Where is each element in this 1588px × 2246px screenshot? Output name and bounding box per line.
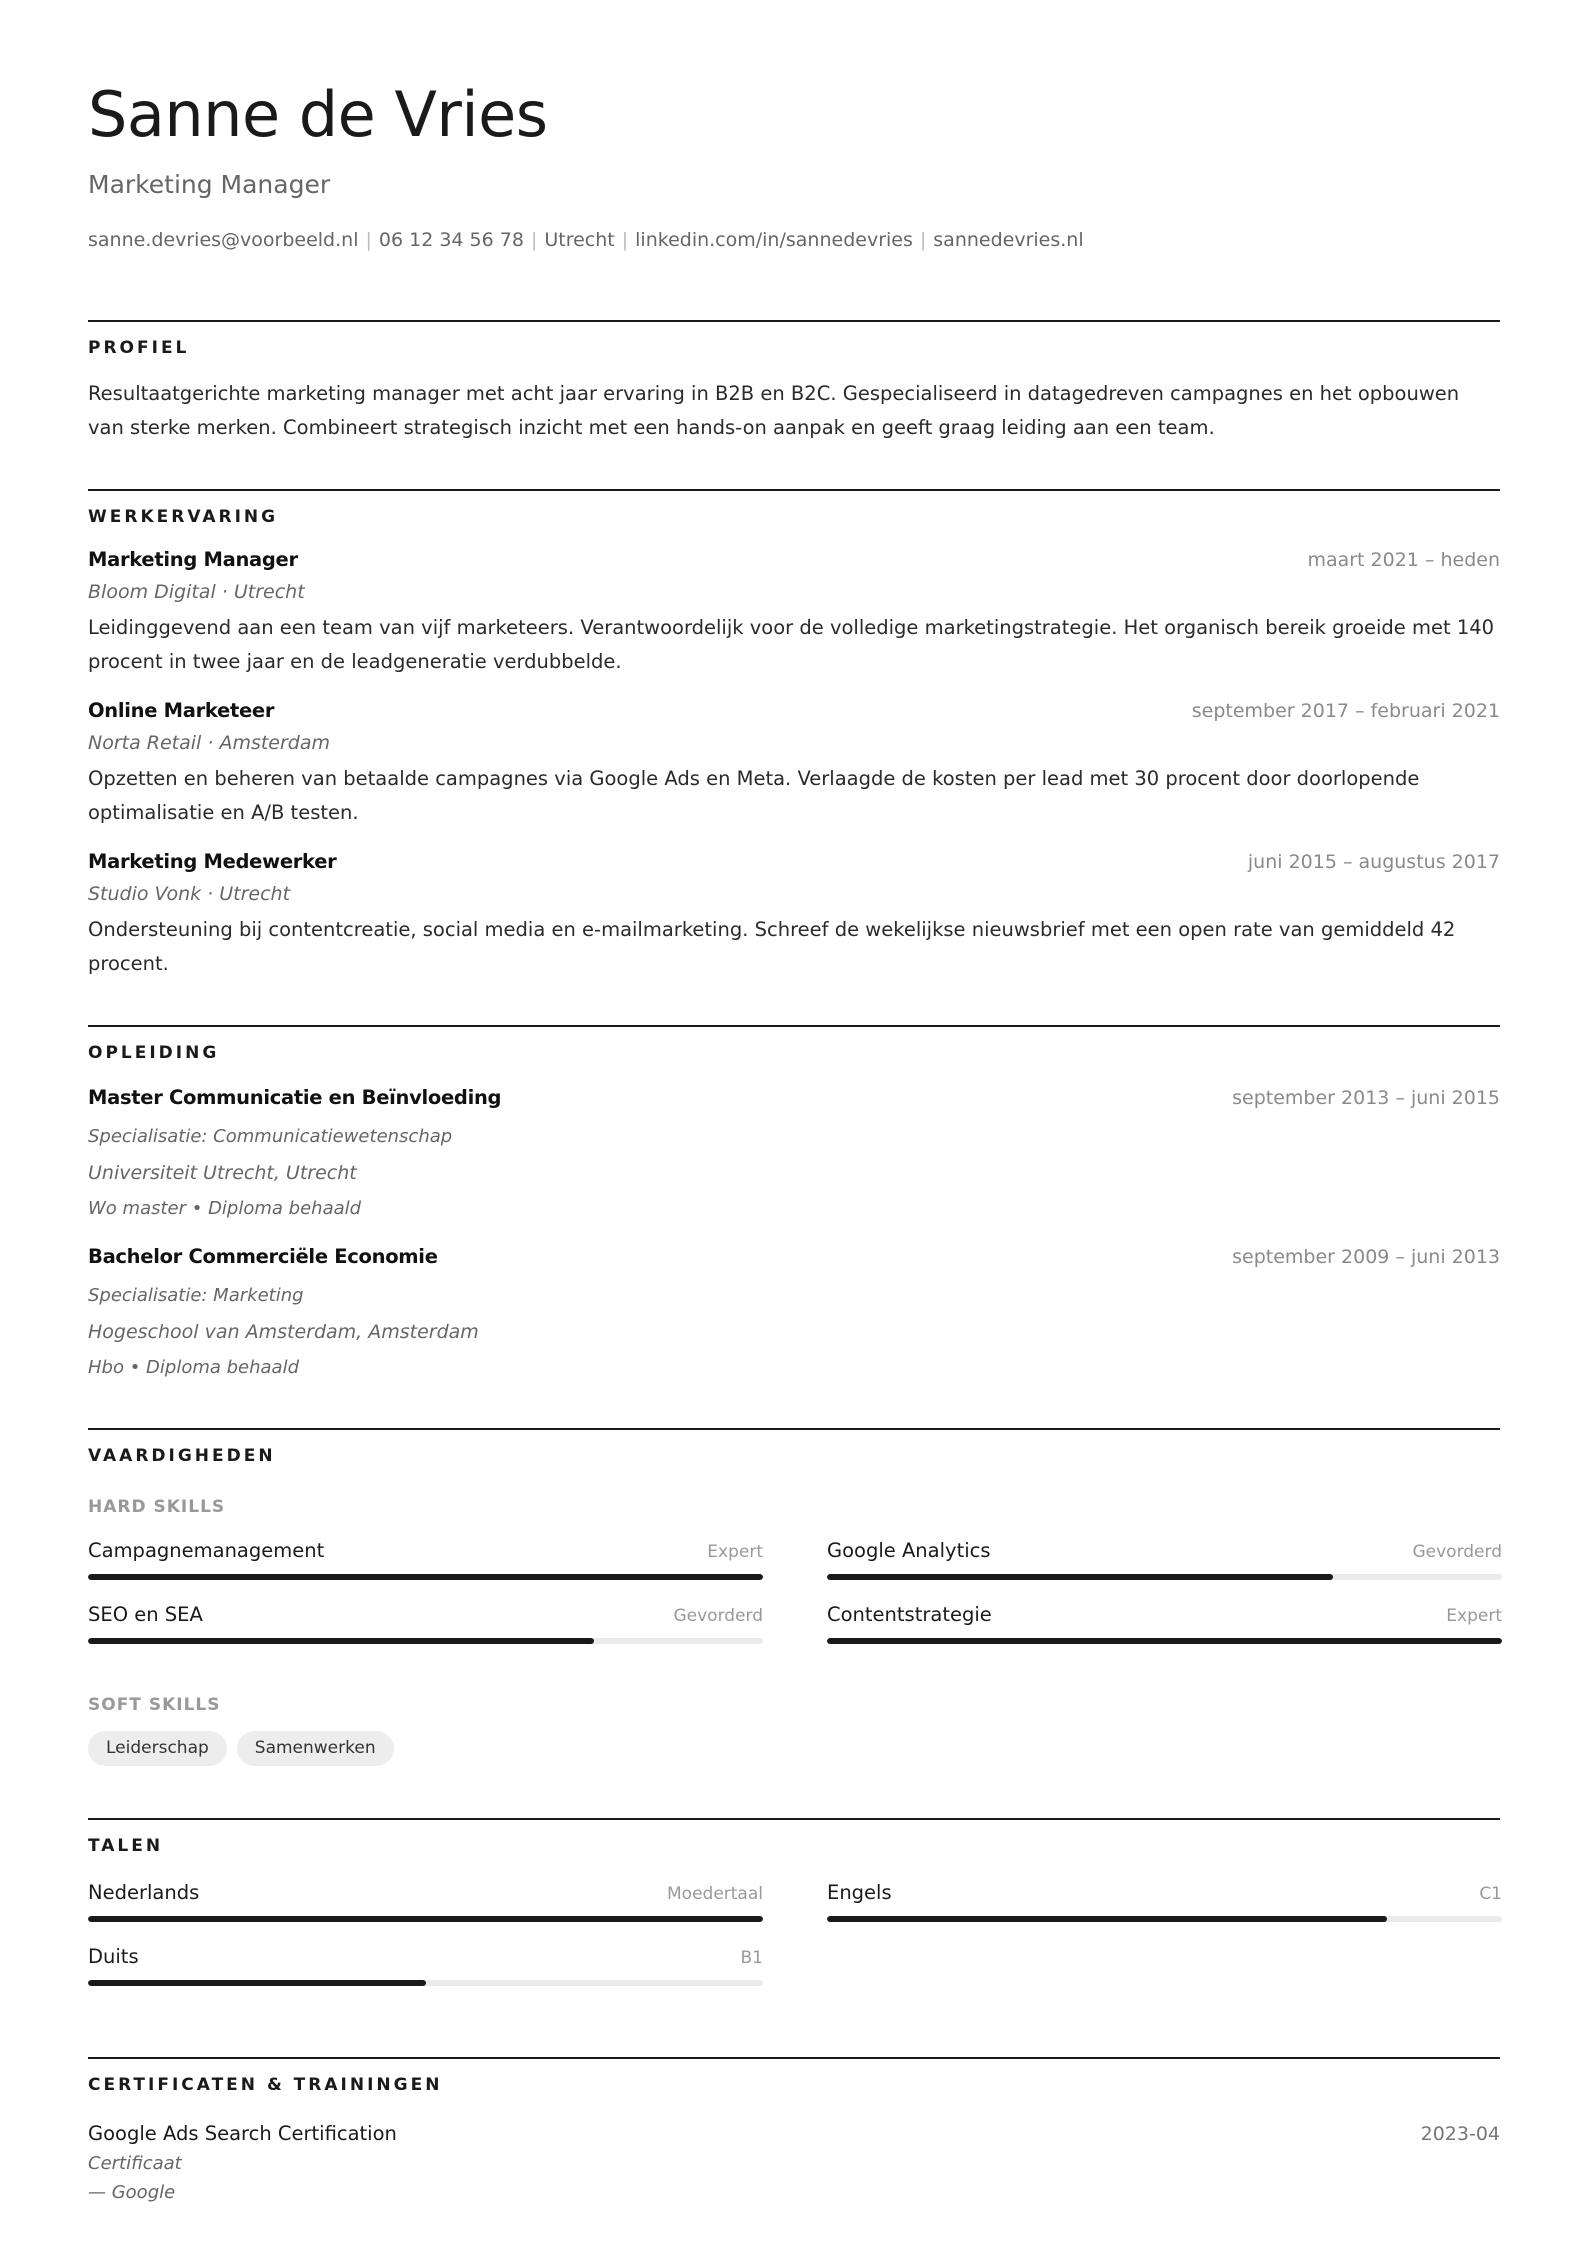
skill-bar-fill (827, 1638, 1502, 1644)
certificate-date: 2023-04 (1420, 2122, 1500, 2145)
skill-name: Contentstrategie (827, 1602, 992, 1626)
language-level: C1 (1479, 1883, 1502, 1904)
candidate-role: Marketing Manager (88, 170, 331, 199)
job-description: Leidinggevend aan een team van vijf marketeers. Verantwoordelijk voor de volledige marketingstrategie. Het organisch bereik groeide met 140 procent in twee jaar en de leadgeneratie verdubbelde. (88, 615, 1495, 673)
section-title: PROFIEL (88, 337, 190, 358)
language-bar (88, 1916, 763, 1922)
job-org: Studio Vonk · Utrecht (88, 882, 291, 905)
skill-bar (88, 1638, 763, 1644)
skill-bar-fill (88, 1638, 594, 1644)
certificates-section (88, 2057, 1500, 2203)
language-name: Nederlands (88, 1880, 200, 1904)
languages-section (88, 1818, 1500, 2009)
certificate-issuer: — Google (88, 2181, 176, 2203)
experience-item (88, 850, 1500, 981)
language-bar (827, 1916, 1502, 1922)
contact-separator: | (919, 229, 927, 251)
job-date: maart 2021 – heden (1307, 548, 1500, 571)
education-item (88, 1086, 1500, 1227)
experience-item (88, 699, 1500, 830)
skill-bar (827, 1574, 1502, 1580)
language-item (827, 1881, 1502, 1945)
certificate-title: Google Ads Search Certification (88, 2121, 397, 2145)
degree-school: Hogeschool van Amsterdam, Amsterdam (88, 1320, 479, 1343)
hard-skills-grid (88, 1539, 1500, 1667)
language-bar-fill (88, 1980, 426, 1986)
section-title: VAARDIGHEDEN (88, 1445, 276, 1466)
job-org: Bloom Digital · Utrecht (88, 580, 305, 603)
language-bar-fill (88, 1916, 763, 1922)
language-bar-fill (827, 1916, 1387, 1922)
soft-skills-heading: SOFT SKILLS (88, 1694, 221, 1715)
language-item (88, 1881, 763, 1945)
degree-title: Master Communicatie en Beïnvloeding (88, 1085, 502, 1109)
skill-item (88, 1603, 763, 1667)
degree-level: Wo master • Diploma behaald (88, 1197, 362, 1219)
experience-item (88, 548, 1500, 679)
job-title: Online Marketeer (88, 698, 275, 722)
job-org: Norta Retail · Amsterdam (88, 731, 331, 754)
job-date: juni 2015 – augustus 2017 (1247, 850, 1500, 873)
skill-name: Google Analytics (827, 1538, 991, 1562)
job-description: Opzetten en beheren van betaalde campagnes via Google Ads en Meta. Verlaagde de kosten per lead met 30 procent door doorlopende optimalisatie en A/B testen. (88, 766, 1420, 824)
job-description: Ondersteuning bij contentcreatie, social media en e-mailmarketing. Schreef de wekelijkse nieuwsbrief met een open rate van gemiddeld 42 procent. (88, 917, 1456, 975)
certificate-type: Certificaat (88, 2152, 182, 2174)
language-name: Engels (827, 1880, 892, 1904)
skill-name: SEO en SEA (88, 1602, 203, 1626)
degree-level: Hbo • Diploma behaald (88, 1356, 300, 1378)
profile-text: Resultaatgerichte marketing manager met acht jaar ervaring in B2B en B2C. Gespecialiseerd in datagedreven campagnes en het opbouwen van sterke merken. Combineert strategisch inzicht met een hands-on aanpak en geeft graag leiding aan een team. (88, 381, 1460, 439)
certificate-item (88, 2122, 1500, 2203)
degree-title: Bachelor Commerciële Economie (88, 1244, 438, 1268)
language-level: Moedertaal (667, 1883, 763, 1904)
section-title: WERKERVARING (88, 506, 279, 527)
skills-section (88, 1428, 1500, 1766)
skill-item (827, 1539, 1502, 1603)
soft-skill-chip: Samenwerken (237, 1731, 394, 1766)
section-title: CERTIFICATEN & TRAININGEN (88, 2074, 443, 2095)
skill-level: Gevorderd (673, 1605, 763, 1626)
experience-section (88, 489, 1500, 981)
languages-grid (88, 1881, 1500, 2009)
skill-level: Gevorderd (1412, 1541, 1502, 1562)
skill-level: Expert (707, 1541, 763, 1562)
skill-bar (88, 1574, 763, 1580)
job-title: Marketing Medewerker (88, 849, 337, 873)
skill-bar-fill (88, 1574, 763, 1580)
skill-level: Expert (1446, 1605, 1502, 1626)
degree-specialization: Specialisatie: Marketing (88, 1284, 304, 1306)
job-title: Marketing Manager (88, 547, 298, 571)
language-item (88, 1945, 763, 2009)
section-title: TALEN (88, 1835, 164, 1856)
contact-website[interactable]: sannedevries.nl (933, 229, 1084, 251)
section-title: OPLEIDING (88, 1042, 220, 1063)
language-level: B1 (740, 1947, 763, 1968)
contact-line (88, 229, 1500, 252)
candidate-name: Sanne de Vries (88, 78, 548, 151)
profile-section (88, 320, 1500, 445)
language-bar (88, 1980, 763, 1986)
job-date: september 2017 – februari 2021 (1191, 699, 1500, 722)
contact-separator: | (365, 229, 372, 251)
contact-separator: | (621, 229, 629, 251)
degree-specialization: Specialisatie: Communicatiewetenschap (88, 1125, 453, 1147)
hard-skills-heading: HARD SKILLS (88, 1496, 226, 1517)
language-name: Duits (88, 1944, 139, 1968)
education-section (88, 1025, 1500, 1386)
skill-item (827, 1603, 1502, 1667)
skill-name: Campagnemanagement (88, 1538, 325, 1562)
soft-skill-chip: Leiderschap (88, 1731, 227, 1766)
skill-bar (827, 1638, 1502, 1644)
contact-phone[interactable]: 06 12 34 56 78 (378, 229, 524, 251)
contact-email[interactable]: sanne.devries@voorbeeld.nl (88, 229, 359, 251)
degree-date: september 2013 – juni 2015 (1232, 1086, 1500, 1109)
contact-linkedin[interactable]: linkedin.com/in/sannedevries (635, 229, 913, 251)
education-item (88, 1245, 1500, 1386)
degree-date: september 2009 – juni 2013 (1232, 1245, 1500, 1268)
resume-header (88, 78, 1500, 252)
contact-separator: | (530, 229, 538, 251)
soft-skills-list (88, 1731, 1500, 1766)
degree-school: Universiteit Utrecht, Utrecht (88, 1161, 357, 1184)
skill-bar-fill (827, 1574, 1333, 1580)
contact-city: Utrecht (544, 229, 615, 251)
skill-item (88, 1539, 763, 1603)
